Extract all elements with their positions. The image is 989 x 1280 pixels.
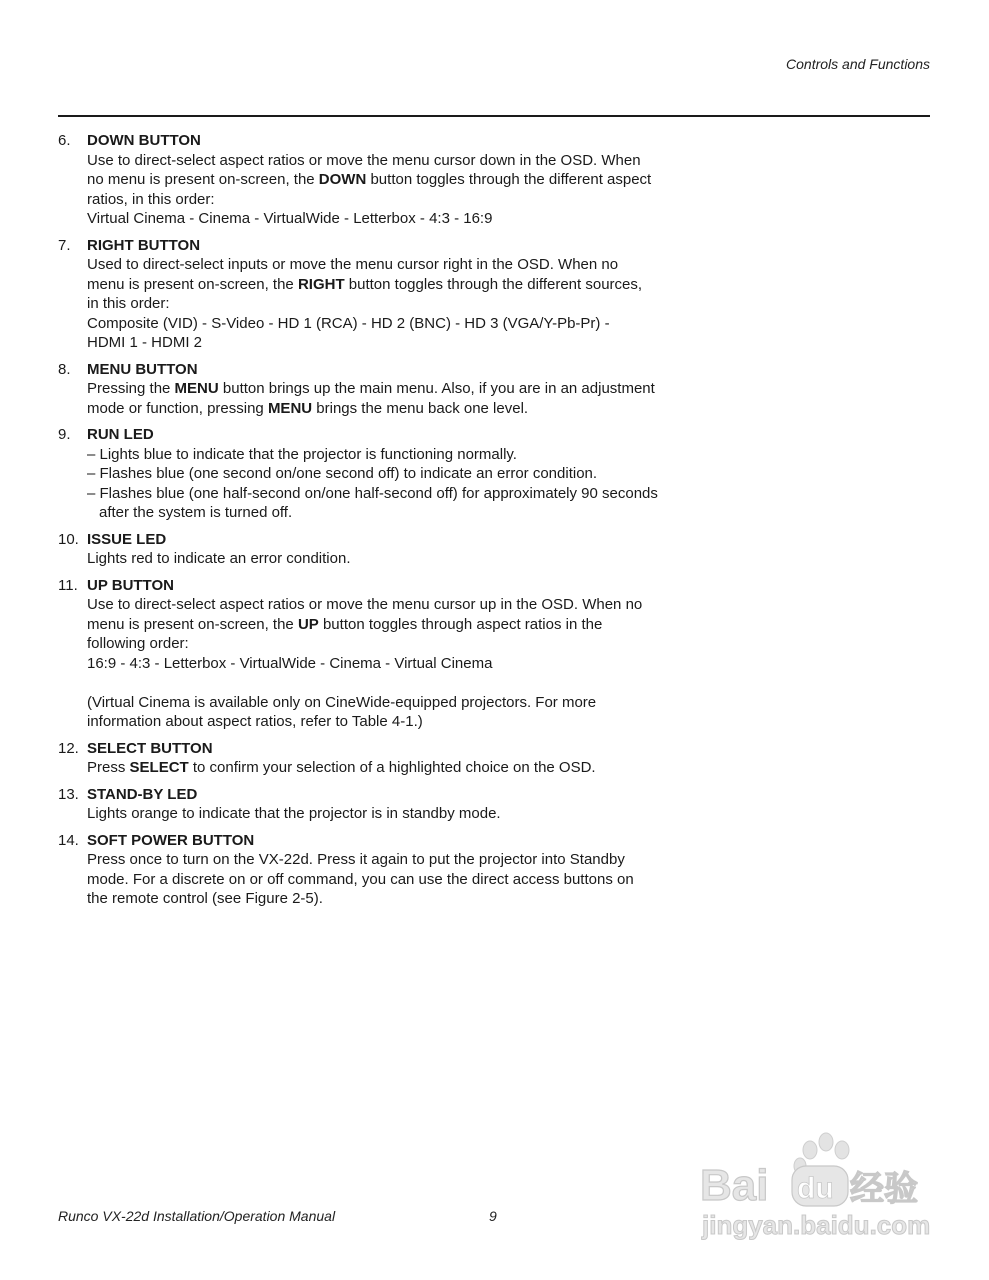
- item-title: RIGHT BUTTON: [87, 236, 201, 254]
- item-text: in this order:: [87, 295, 170, 312]
- bullet-line: – Lights blue to indicate that the projector is functioning normally.: [87, 445, 517, 463]
- list-item: [58, 530, 698, 569]
- svg-text:Bai: Bai: [700, 1161, 769, 1210]
- item-title: UP BUTTON: [87, 576, 174, 594]
- item-text: Lights red to indicate an error condition.: [87, 550, 351, 567]
- item-text: Use to direct-select aspect ratios or move the menu cursor down in the OSD. When: [87, 151, 641, 169]
- list-item: [58, 360, 698, 419]
- item-text: 16:9 - 4:3 - Letterbox - VirtualWide - Cinema - Virtual Cinema: [87, 654, 493, 672]
- item-text: mode or function, pressing MENU brings the menu back one level.: [87, 399, 529, 417]
- svg-text:经验: 经验: [850, 1169, 918, 1209]
- item-text: following order:: [87, 635, 189, 652]
- item-number: 12.: [58, 739, 79, 757]
- running-header: Controls and Functions: [786, 56, 930, 72]
- list-item: [58, 785, 698, 824]
- item-number: 13.: [58, 785, 79, 803]
- item-text: Used to direct-select inputs or move the menu cursor right in the OSD. When no: [87, 256, 619, 273]
- item-note: information about aspect ratios, refer to Table 4-1.): [87, 713, 423, 730]
- item-text: Press once to turn on the VX-22d. Press it again to put the projector into Standby: [87, 851, 625, 868]
- item-text: Press SELECT to confirm your selection of a highlighted choice on the OSD.: [87, 759, 596, 776]
- item-text: Use to direct-select aspect ratios or move the menu cursor up in the OSD. When no: [87, 596, 643, 613]
- item-text: Composite (VID) - S-Video - HD 1 (RCA) - HD 2 (BNC) - HD 3 (VGA/Y-Pb-Pr) -: [87, 314, 610, 332]
- item-number: 7.: [58, 236, 71, 254]
- item-number: 9.: [58, 426, 71, 443]
- baidu-watermark-logo: [700, 1130, 935, 1245]
- item-title: STAND-BY LED: [87, 785, 198, 803]
- item-title: ISSUE LED: [87, 530, 167, 548]
- item-text: HDMI 1 - HDMI 2: [87, 334, 203, 351]
- item-title: MENU BUTTON: [87, 360, 198, 378]
- bullet-line: – Flashes blue (one second on/one second off) to indicate an error condition.: [87, 465, 598, 482]
- item-number: 14.: [58, 831, 79, 849]
- item-number: 10.: [58, 530, 79, 548]
- item-text: Pressing the MENU button brings up the main menu. Also, if you are in an adjustment: [87, 380, 655, 397]
- item-title: SELECT BUTTON: [87, 739, 213, 757]
- item-text: mode. For a discrete on or off command, you can use the direct access buttons on: [87, 870, 634, 888]
- main-content: [58, 131, 698, 916]
- spacer: [87, 673, 698, 693]
- item-number: 6.: [58, 132, 71, 149]
- list-item: [58, 576, 698, 732]
- item-title: SOFT POWER BUTTON: [87, 831, 255, 849]
- item-title: RUN LED: [87, 426, 154, 443]
- item-text: ratios, in this order:: [87, 190, 215, 208]
- item-title: DOWN BUTTON: [87, 132, 201, 149]
- list-item: [58, 236, 698, 353]
- item-text: Virtual Cinema - Cinema - VirtualWide - Letterbox - 4:3 - 16:9: [87, 210, 493, 227]
- header-rule: [58, 115, 930, 117]
- item-text: menu is present on-screen, the UP button toggles through aspect ratios in the: [87, 615, 603, 633]
- svg-text:du: du: [797, 1172, 834, 1205]
- list-item: [58, 425, 698, 523]
- list-item: [58, 131, 698, 229]
- list-item: [58, 739, 698, 778]
- item-text: Lights orange to indicate that the projector is in standby mode.: [87, 805, 501, 822]
- item-text: the remote control (see Figure 2-5).: [87, 890, 323, 907]
- item-text: no menu is present on-screen, the DOWN button toggles through the different aspect: [87, 171, 652, 188]
- bullet-line: – Flashes blue (one half-second on/one half-second off) for approximately 90 seconds after the system is turned off.: [87, 484, 658, 521]
- list-item: [58, 831, 698, 909]
- page-number: 9: [489, 1208, 497, 1224]
- item-number: 8.: [58, 360, 71, 378]
- item-text: menu is present on-screen, the RIGHT button toggles through the different sources,: [87, 275, 643, 293]
- footer-manual-title: Runco VX-22d Installation/Operation Manual: [58, 1208, 336, 1224]
- svg-text:jingyan.baidu.com: jingyan.baidu.com: [702, 1210, 931, 1240]
- item-note: (Virtual Cinema is available only on CineWide-equipped projectors. For more: [87, 693, 597, 711]
- item-number: 11.: [58, 576, 78, 594]
